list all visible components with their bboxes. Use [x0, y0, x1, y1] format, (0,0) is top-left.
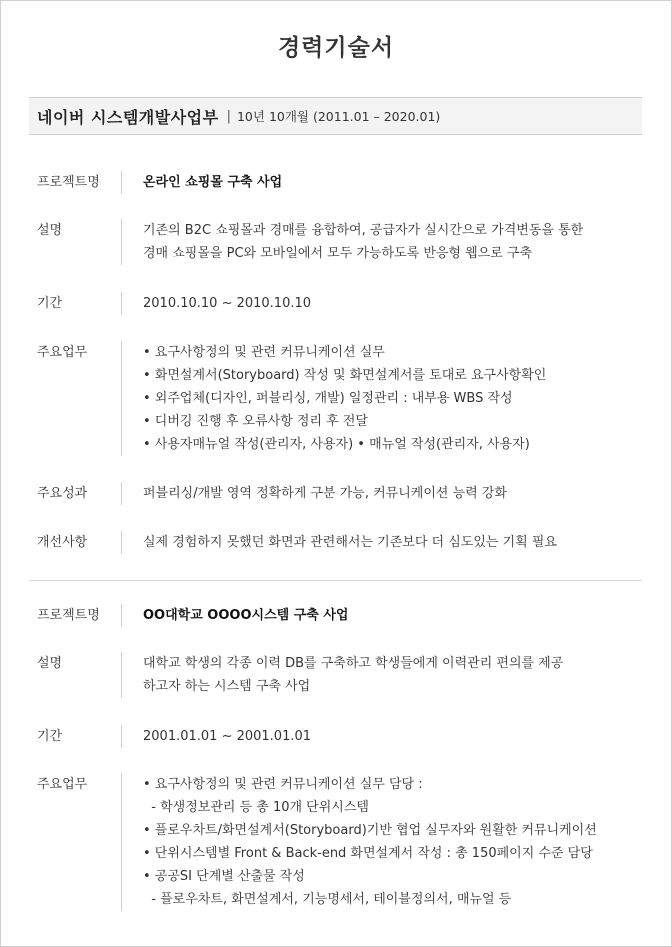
duty-item: • 디버깅 진행 후 오류사항 정리 후 전달 [143, 414, 368, 429]
description-text [121, 219, 583, 265]
duty-subitem: - 플로우차트, 화면설계서, 기능명세서, 테이블정의서, 매뉴얼 등 [143, 892, 512, 907]
company-name: 네이버 시스템개발사업부 [37, 107, 219, 127]
project-period: 2001.01.01 ~ 2001.01.01 [121, 725, 311, 748]
duties-label: 주요업무 [37, 777, 88, 792]
description-row [37, 652, 637, 698]
period-label: 기간 [37, 296, 63, 311]
project-name: 온라인 쇼핑몰 구축 사업 [121, 171, 282, 194]
duty-item: • 플로우차트/화면설계서(Storyboard)기반 협업 실무자와 원활한 커뮤니케이션 [143, 823, 597, 838]
description-line: 기존의 B2C 쇼핑몰과 경매를 융합하여, 공급자가 실시간으로 가격변동을 통한 [143, 223, 584, 238]
duty-item: • 요구사항정의 및 관련 커뮤니케이션 실무 [143, 345, 385, 360]
duties-list [121, 341, 546, 456]
project-period: 2010.10.10 ~ 2010.10.10 [121, 292, 311, 315]
duty-subitem: - 학생정보관리 등 총 10개 단위시스템 [143, 800, 369, 815]
document-title: 경력기술서 [277, 35, 395, 61]
duties-row [37, 341, 637, 456]
description-row [37, 219, 637, 265]
section-divider [29, 580, 642, 581]
description-label: 설명 [37, 656, 63, 671]
duty-item: • 단위시스템별 Front & Back-end 화면설계서 작성 : 총 150페이지 수준 담당 [143, 846, 593, 861]
company-header [29, 97, 642, 135]
project-name-row [37, 604, 637, 627]
achievement-row [37, 482, 637, 505]
improvement-text: 실제 경험하지 못했던 화면과 관련해서는 기존보다 더 심도있는 기획 필요 [121, 531, 557, 554]
description-line: 대학교 학생의 각종 이력 DB를 구축하고 학생들에게 이력관리 편의를 제공 [143, 656, 564, 671]
company-separator: | [226, 108, 231, 124]
improvement-row [37, 531, 637, 554]
achievement-text: 퍼블리싱/개발 영역 정확하게 구분 가능, 커뮤니케이션 능력 강화 [121, 482, 507, 505]
project-name-label: 프로젝트명 [37, 175, 100, 190]
period-row [37, 292, 637, 315]
project-name: OO대학교 OOOO시스템 구축 사업 [121, 604, 348, 627]
period-row [37, 725, 637, 748]
duties-list [121, 773, 597, 911]
duty-item: • 공공SI 단계별 산출물 작성 [143, 869, 305, 884]
duties-label: 주요업무 [37, 345, 88, 360]
duty-item: • 사용자매뉴얼 작성(관리자, 사용자) • 매뉴얼 작성(관리자, 사용자) [143, 437, 530, 452]
project-name-row [37, 171, 637, 194]
duty-item: • 외주업체(디자인, 퍼블리싱, 개발) 일정관리 : 내부용 WBS 작성 [143, 391, 513, 406]
description-label: 설명 [37, 223, 63, 238]
description-line: 경매 쇼핑몰을 PC와 모바일에서 모두 가능하도록 반응형 웹으로 구축 [143, 246, 533, 261]
period-label: 기간 [37, 729, 63, 744]
description-line: 하고자 하는 시스템 구축 사업 [143, 679, 311, 694]
duty-item: • 화면설계서(Storyboard) 작성 및 화면설계서를 토대로 요구사항확인 [143, 368, 547, 383]
duties-row [37, 773, 637, 911]
description-text [121, 652, 563, 698]
employment-period: 10년 10개월 (2011.01 – 2020.01) [236, 109, 441, 124]
duty-item: • 요구사항정의 및 관련 커뮤니케이션 실무 담당 : [143, 777, 423, 792]
improvement-label: 개선사항 [37, 535, 88, 550]
project-name-label: 프로젝트명 [37, 608, 100, 623]
achievement-label: 주요성과 [37, 486, 88, 501]
